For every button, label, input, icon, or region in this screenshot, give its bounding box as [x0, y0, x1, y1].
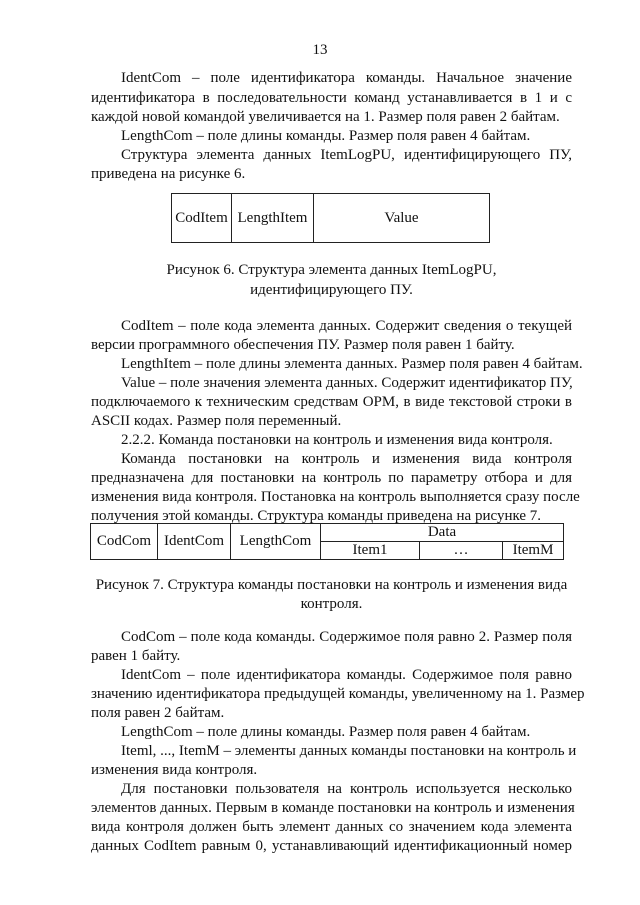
paragraph-line: LengthItem – поле длины элемента данных. Размер поля равен 4 байтам. [121, 356, 583, 372]
paragraph-line: Структура элемента данных ItemLogPU, идентифицирующего ПУ, [121, 147, 572, 163]
cell-identcom: IdentCom [158, 524, 231, 560]
paragraph-line: каждой новой командой увеличивается на 1. Размер поля равен 2 байтам. [91, 109, 560, 125]
cell-data-header: Data [321, 524, 564, 542]
cell-lengthcom: LengthCom [231, 524, 321, 560]
figure-6-caption: Рисунок 6. Структура элемента данных ItemLogPU, [166, 262, 497, 278]
paragraph-line: IdentCom – поле идентификатора команды. Начальное значение [121, 70, 572, 86]
paragraph-line: идентификатора в последовательности команд устанавливается в 1 и с [91, 90, 572, 106]
paragraph-line: получения этой команды. Структура команды приведена на рисунке 7. [91, 508, 542, 524]
page-number: 13 [312, 42, 328, 58]
paragraph-line: подключаемого к техническим средствам ОРМ, в виде текстовой строки в [91, 394, 572, 410]
cell-value: Value [314, 194, 490, 243]
paragraph-line: Команда постановки на контроль и изменения вида контроля [121, 451, 572, 467]
figure-6-caption: идентифицирующего ПУ. [250, 282, 413, 298]
paragraph-line: равен 1 байту. [91, 648, 181, 664]
paragraph-line: приведена на рисунке 6. [91, 166, 246, 182]
cell-item1: Item1 [321, 542, 420, 560]
cell-ellipsis: … [420, 542, 503, 560]
paragraph-line: вида контроля должен быть элемент данных со значением кода элемента [91, 819, 572, 835]
paragraph-line: поля равен 2 байтам. [91, 705, 225, 721]
figure-7-caption: контроля. [300, 596, 363, 612]
paragraph-line: предназначена для постановки на контроль по параметру отбора и для [91, 470, 572, 486]
paragraph-line: Iteml, ..., ItemM – элементы данных команды постановки на контроль и [121, 743, 577, 759]
paragraph-line: Для постановки пользователя на контроль используется несколько [121, 781, 572, 797]
paragraph-line: 2.2.2. Команда постановки на контроль и изменения вида контроля. [121, 432, 553, 448]
cell-itemm: ItemM [503, 542, 564, 560]
figure-7-structure-table [90, 523, 564, 560]
paragraph-line: изменения вида контроля. [91, 762, 258, 778]
paragraph-line: ASCII кодах. Размер поля переменный. [91, 413, 342, 429]
paragraph-line: CodItem – поле кода элемента данных. Содержит сведения о текущей [121, 318, 572, 334]
paragraph-line: CodCom – поле кода команды. Содержимое поля равно 2. Размер поля [121, 629, 572, 645]
paragraph-line: IdentCom – поле идентификатора команды. Содержимое поля равно [121, 667, 572, 683]
paragraph-line: изменения вида контроля. Постановка на контроль выполняется сразу после [91, 489, 580, 505]
cell-lengthitem: LengthItem [232, 194, 314, 243]
figure-7-caption: Рисунок 7. Структура команды постановки на контроль и изменения вида [95, 577, 568, 593]
paragraph-line: данных CodItem равным 0, устанавливающий идентификационный номер [91, 838, 572, 854]
paragraph-line: LengthCom – поле длины команды. Размер поля равен 4 байтам. [121, 724, 531, 740]
cell-codcom: CodCom [91, 524, 158, 560]
figure-6-structure-table [171, 193, 490, 243]
paragraph-line: Value – поле значения элемента данных. Содержит идентификатор ПУ, [121, 375, 573, 391]
paragraph-line: значению идентификатора предыдущей команды, увеличенному на 1. Размер [91, 686, 585, 702]
cell-coditem: CodItem [172, 194, 232, 243]
paragraph-line: элементов данных. Первым в команде постановки на контроль и изменения [91, 800, 575, 816]
paragraph-line: LengthCom – поле длины команды. Размер поля равен 4 байтам. [121, 128, 531, 144]
paragraph-line: версии программного обеспечения ПУ. Размер поля равен 1 байту. [91, 337, 515, 353]
